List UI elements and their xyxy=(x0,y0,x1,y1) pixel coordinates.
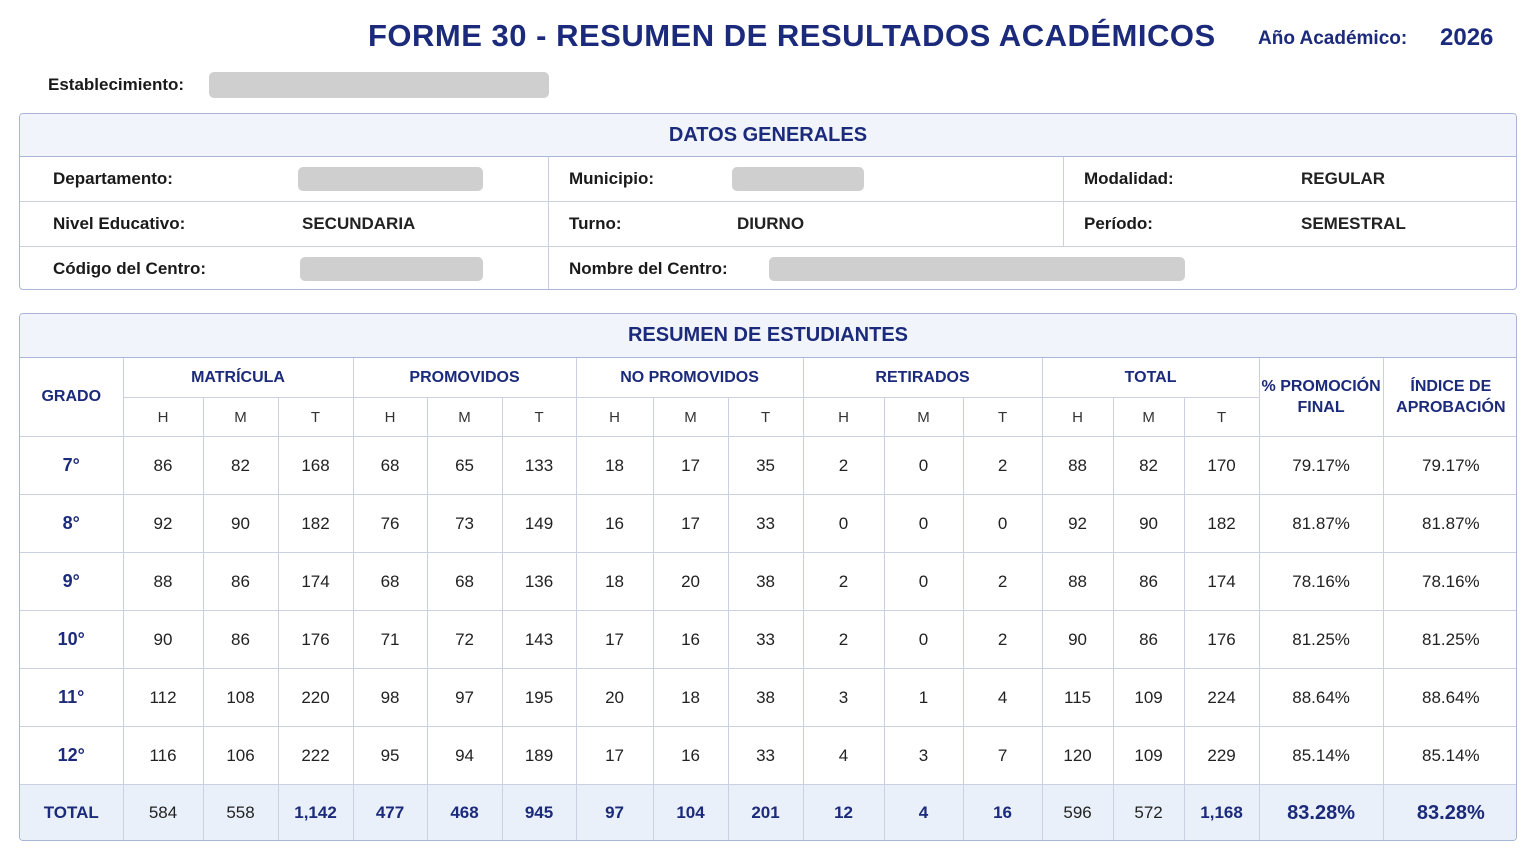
matricula-m-cell: 90 xyxy=(203,495,278,553)
retirados-t-header: T xyxy=(963,398,1042,437)
matricula-m-header: M xyxy=(203,398,278,437)
turno-label: Turno: xyxy=(569,214,622,233)
matricula-header: MATRÍCULA xyxy=(123,358,353,398)
matricula-h-cell: 90 xyxy=(123,611,203,669)
modalidad-value: REGULAR xyxy=(1301,169,1386,188)
retirados-h-header: H xyxy=(803,398,884,437)
datos-row-3 xyxy=(20,247,1516,290)
grado-cell: 8° xyxy=(20,495,123,553)
resumen-table xyxy=(20,358,1517,841)
no-promovidos-t-cell: 35 xyxy=(728,437,803,495)
retirados-t-cell: 2 xyxy=(963,437,1042,495)
matricula-h-cell: 92 xyxy=(123,495,203,553)
matricula-t-header: T xyxy=(278,398,353,437)
total-t-cell: 182 xyxy=(1184,495,1259,553)
promovidos-h-cell: 68 xyxy=(353,437,427,495)
retirados-m-cell: 0 xyxy=(884,437,963,495)
table-row xyxy=(20,553,1517,611)
total-t-cell: 174 xyxy=(1184,553,1259,611)
total-t-cell: 224 xyxy=(1184,669,1259,727)
retirados-m-header: M xyxy=(884,398,963,437)
resumen-estudiantes-panel xyxy=(19,313,1517,841)
retirados-t-cell: 2 xyxy=(963,553,1042,611)
no-promovidos-t-cell: 33 xyxy=(728,727,803,785)
promovidos-t-cell: 149 xyxy=(502,495,576,553)
datos-generales-title: DATOS GENERALES xyxy=(20,114,1516,157)
promovidos-m-cell: 68 xyxy=(427,553,502,611)
promovidos-t-cell: 143 xyxy=(502,611,576,669)
no-promovidos-h-cell: 17 xyxy=(576,727,653,785)
no-promovidos-m-cell: 17 xyxy=(653,495,728,553)
promovidos-h-cell: 76 xyxy=(353,495,427,553)
total-no-promovidos-h-cell: 97 xyxy=(576,785,653,842)
municipio-label: Municipio: xyxy=(569,169,654,188)
indice-aprobacion-cell: 85.14% xyxy=(1383,727,1517,785)
promovidos-m-cell: 73 xyxy=(427,495,502,553)
no-promovidos-h-cell: 18 xyxy=(576,437,653,495)
total-t-header: T xyxy=(1184,398,1259,437)
pct-promocion-cell: 81.87% xyxy=(1259,495,1383,553)
total-m-header: M xyxy=(1113,398,1184,437)
indice-aprobacion-cell: 81.87% xyxy=(1383,495,1517,553)
retirados-t-cell: 4 xyxy=(963,669,1042,727)
no-promovidos-m-cell: 16 xyxy=(653,727,728,785)
indice-aprobacion-cell: 78.16% xyxy=(1383,553,1517,611)
no-promovidos-t-cell: 33 xyxy=(728,495,803,553)
total-retirados-m-cell: 4 xyxy=(884,785,963,842)
total-m-cell: 109 xyxy=(1113,669,1184,727)
grado-cell: 12° xyxy=(20,727,123,785)
no-promovidos-t-header: T xyxy=(728,398,803,437)
retirados-m-cell: 0 xyxy=(884,495,963,553)
retirados-m-cell: 0 xyxy=(884,553,963,611)
year-label: Año Académico: xyxy=(1258,28,1408,49)
total-promovidos-t-cell: 945 xyxy=(502,785,576,842)
datos-row-1 xyxy=(20,157,1516,202)
no-promovidos-m-cell: 17 xyxy=(653,437,728,495)
retirados-header: RETIRADOS xyxy=(803,358,1042,398)
matricula-t-cell: 222 xyxy=(278,727,353,785)
no-promovidos-t-cell: 38 xyxy=(728,553,803,611)
promovidos-t-header: T xyxy=(502,398,576,437)
pct-promocion-header: % PROMOCIÓN FINAL xyxy=(1259,358,1383,437)
total-h-header: H xyxy=(1042,398,1113,437)
total-header: TOTAL xyxy=(1042,358,1259,398)
promovidos-m-cell: 65 xyxy=(427,437,502,495)
pct-promocion-cell: 79.17% xyxy=(1259,437,1383,495)
nombre-centro-label: Nombre del Centro: xyxy=(569,259,728,278)
retirados-t-cell: 7 xyxy=(963,727,1042,785)
retirados-h-cell: 2 xyxy=(803,437,884,495)
total-t-cell: 229 xyxy=(1184,727,1259,785)
total-matricula-m-cell: 558 xyxy=(203,785,278,842)
pct-promocion-cell: 85.14% xyxy=(1259,727,1383,785)
no-promovidos-m-header: M xyxy=(653,398,728,437)
pct-promocion-cell: 81.25% xyxy=(1259,611,1383,669)
retirados-h-cell: 0 xyxy=(803,495,884,553)
page-title: FORME 30 - RESUMEN DE RESULTADOS ACADÉMICOS xyxy=(368,18,1216,53)
datos-row-2 xyxy=(20,202,1516,247)
matricula-h-cell: 112 xyxy=(123,669,203,727)
retirados-h-cell: 2 xyxy=(803,611,884,669)
no-promovidos-m-cell: 16 xyxy=(653,611,728,669)
total-total-t-cell: 1,168 xyxy=(1184,785,1259,842)
periodo-value: SEMESTRAL xyxy=(1301,214,1406,233)
retirados-h-cell: 4 xyxy=(803,727,884,785)
pct-promocion-cell: 88.64% xyxy=(1259,669,1383,727)
datos-generales-panel xyxy=(19,113,1517,290)
promovidos-t-cell: 133 xyxy=(502,437,576,495)
grado-cell: 7° xyxy=(20,437,123,495)
total-m-cell: 82 xyxy=(1113,437,1184,495)
indice-aprobacion-cell: 79.17% xyxy=(1383,437,1517,495)
indice-aprobacion-cell: 88.64% xyxy=(1383,669,1517,727)
total-h-cell: 88 xyxy=(1042,553,1113,611)
nivel-educativo-value: SECUNDARIA xyxy=(302,214,416,233)
total-h-cell: 92 xyxy=(1042,495,1113,553)
retirados-h-cell: 2 xyxy=(803,553,884,611)
matricula-h-cell: 88 xyxy=(123,553,203,611)
indice-aprobacion-cell: 81.25% xyxy=(1383,611,1517,669)
matricula-m-cell: 108 xyxy=(203,669,278,727)
grado-cell: 10° xyxy=(20,611,123,669)
promovidos-m-cell: 72 xyxy=(427,611,502,669)
periodo-label: Período: xyxy=(1084,214,1153,233)
no-promovidos-header: NO PROMOVIDOS xyxy=(576,358,803,398)
matricula-m-cell: 86 xyxy=(203,611,278,669)
promovidos-h-cell: 71 xyxy=(353,611,427,669)
matricula-m-cell: 106 xyxy=(203,727,278,785)
total-m-cell: 109 xyxy=(1113,727,1184,785)
year-value: 2026 xyxy=(1440,24,1494,51)
total-h-cell: 88 xyxy=(1042,437,1113,495)
no-promovidos-h-cell: 17 xyxy=(576,611,653,669)
retirados-m-cell: 1 xyxy=(884,669,963,727)
grado-header: GRADO xyxy=(20,358,123,437)
total-t-cell: 176 xyxy=(1184,611,1259,669)
matricula-h-cell: 86 xyxy=(123,437,203,495)
matricula-m-cell: 82 xyxy=(203,437,278,495)
total-pct-promocion-cell: 83.28% xyxy=(1259,785,1383,842)
retirados-h-cell: 3 xyxy=(803,669,884,727)
matricula-m-cell: 86 xyxy=(203,553,278,611)
turno-value: DIURNO xyxy=(737,214,805,233)
promovidos-h-header: H xyxy=(353,398,427,437)
total-h-cell: 115 xyxy=(1042,669,1113,727)
promovidos-t-cell: 195 xyxy=(502,669,576,727)
no-promovidos-h-cell: 16 xyxy=(576,495,653,553)
no-promovidos-m-cell: 18 xyxy=(653,669,728,727)
grado-cell: 9° xyxy=(20,553,123,611)
total-m-cell: 90 xyxy=(1113,495,1184,553)
table-row xyxy=(20,611,1517,669)
matricula-h-cell: 116 xyxy=(123,727,203,785)
matricula-t-cell: 220 xyxy=(278,669,353,727)
total-no-promovidos-t-cell: 201 xyxy=(728,785,803,842)
total-promovidos-m-cell: 468 xyxy=(427,785,502,842)
no-promovidos-h-cell: 20 xyxy=(576,669,653,727)
no-promovidos-h-header: H xyxy=(576,398,653,437)
promovidos-header: PROMOVIDOS xyxy=(353,358,576,398)
total-m-cell: 86 xyxy=(1113,553,1184,611)
table-row xyxy=(20,727,1517,785)
no-promovidos-t-cell: 38 xyxy=(728,669,803,727)
total-m-cell: 86 xyxy=(1113,611,1184,669)
total-h-cell: 90 xyxy=(1042,611,1113,669)
retirados-m-cell: 0 xyxy=(884,611,963,669)
no-promovidos-t-cell: 33 xyxy=(728,611,803,669)
total-row xyxy=(20,785,1517,842)
total-total-m-cell: 572 xyxy=(1113,785,1184,842)
total-label-cell: TOTAL xyxy=(20,785,123,842)
total-h-cell: 120 xyxy=(1042,727,1113,785)
total-indice-aprobacion-cell: 83.28% xyxy=(1383,785,1517,842)
promovidos-h-cell: 98 xyxy=(353,669,427,727)
retirados-t-cell: 0 xyxy=(963,495,1042,553)
resumen-estudiantes-title: RESUMEN DE ESTUDIANTES xyxy=(20,314,1516,358)
promovidos-h-cell: 95 xyxy=(353,727,427,785)
promovidos-t-cell: 189 xyxy=(502,727,576,785)
grado-cell: 11° xyxy=(20,669,123,727)
promovidos-m-cell: 94 xyxy=(427,727,502,785)
promovidos-t-cell: 136 xyxy=(502,553,576,611)
matricula-h-header: H xyxy=(123,398,203,437)
promovidos-m-header: M xyxy=(427,398,502,437)
no-promovidos-m-cell: 20 xyxy=(653,553,728,611)
total-matricula-t-cell: 1,142 xyxy=(278,785,353,842)
total-promovidos-h-cell: 477 xyxy=(353,785,427,842)
matricula-t-cell: 168 xyxy=(278,437,353,495)
departamento-redacted-value xyxy=(298,167,483,191)
total-no-promovidos-m-cell: 104 xyxy=(653,785,728,842)
establecimiento-redacted-value xyxy=(209,72,549,98)
retirados-m-cell: 3 xyxy=(884,727,963,785)
codigo-centro-redacted-value xyxy=(300,257,483,281)
modalidad-label: Modalidad: xyxy=(1084,169,1174,188)
table-row xyxy=(20,495,1517,553)
table-row xyxy=(20,669,1517,727)
total-matricula-h-cell: 584 xyxy=(123,785,203,842)
municipio-redacted-value xyxy=(732,167,864,191)
nombre-centro-redacted-value xyxy=(769,257,1185,281)
total-retirados-h-cell: 12 xyxy=(803,785,884,842)
retirados-t-cell: 2 xyxy=(963,611,1042,669)
promovidos-m-cell: 97 xyxy=(427,669,502,727)
total-retirados-t-cell: 16 xyxy=(963,785,1042,842)
no-promovidos-h-cell: 18 xyxy=(576,553,653,611)
establecimiento-label: Establecimiento: xyxy=(48,75,185,94)
matricula-t-cell: 174 xyxy=(278,553,353,611)
indice-aprobacion-header: ÍNDICE DE APROBACIÓN xyxy=(1383,358,1517,437)
departamento-label: Departamento: xyxy=(53,169,173,188)
nivel-educativo-label: Nivel Educativo: xyxy=(53,214,186,233)
promovidos-h-cell: 68 xyxy=(353,553,427,611)
total-total-h-cell: 596 xyxy=(1042,785,1113,842)
matricula-t-cell: 182 xyxy=(278,495,353,553)
table-row xyxy=(20,437,1517,495)
codigo-centro-label: Código del Centro: xyxy=(53,259,206,278)
pct-promocion-cell: 78.16% xyxy=(1259,553,1383,611)
matricula-t-cell: 176 xyxy=(278,611,353,669)
total-t-cell: 170 xyxy=(1184,437,1259,495)
